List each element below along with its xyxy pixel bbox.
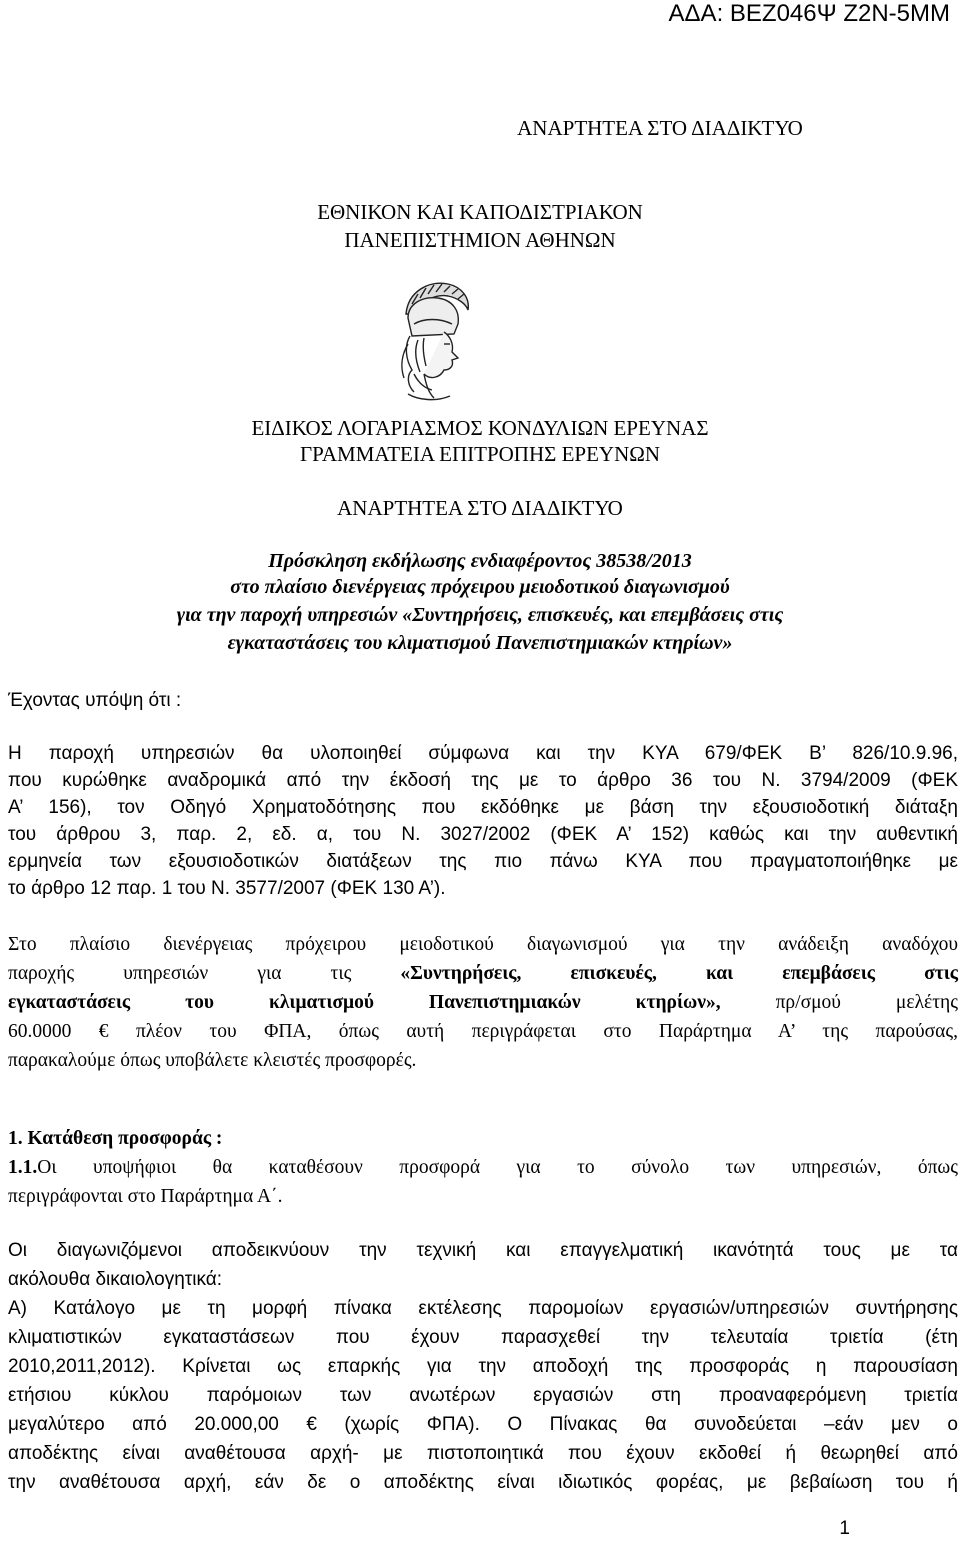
paragraph-line — [8, 988, 958, 1017]
paragraph-line: που κυρώθηκε αναδρομικά από την έκδοσή της με το άρθρο 36 του Ν. 3794/2009 (ΦΕΚ — [8, 770, 958, 791]
athena-head-emblem-icon — [378, 274, 482, 404]
paragraph-line: ετήσιου κύκλου παρόμοιων των ανωτέρων εργασιών στη προαναφερόμενη τριετία — [8, 1385, 958, 1406]
invitation-title-line: εγκαταστάσεις του κλιματισμού Πανεπιστημιακών κτηρίων» — [227, 632, 733, 654]
paragraph-line: ερμηνεία των εξουσιοδοτικών διατάξεων της πιο πάνω ΚΥΑ που πραγματοποιήθηκε με — [8, 851, 958, 872]
paragraph-line: μεγαλύτερο από 20.000,00 € (χωρίς ΦΠΑ). Ο Πίνακας θα συνοδεύεται –εάν μεν ο — [8, 1414, 958, 1435]
invitation-title-line: Πρόσκληση εκδήλωσης ενδιαφέροντος 38538/2013 — [268, 550, 692, 572]
service-title-bold: εγκαταστάσεις του κλιματισμού Πανεπιστημιακών κτηρίων», — [8, 992, 721, 1013]
section-heading: 1. Κατάθεση προσφοράς : — [8, 1128, 223, 1149]
paragraph-text: Οι υποψήφιοι θα καταθέσουν προσφορά για το σύνολο των υπηρεσιών, όπως — [37, 1157, 958, 1178]
paragraph-line: την αναθέτουσα αρχή, εάν δε ο αποδέκτης είναι ιδιωτικός φορέας, με βεβαίωση του ή — [8, 1472, 958, 1493]
paragraph-line: Α) Κατάλογο με τη μορφή πίνακα εκτέλεσης παρομοίων εργασιών/υπηρεσιών συντήρησης — [8, 1298, 958, 1319]
university-name-line2: ΠΑΝΕΠΙΣΤΗΜΙΟΝ ΑΘΗΝΩΝ — [344, 228, 616, 252]
paragraph-line: 2010,2011,2012). Κρίνεται ως επαρκής για την αποδοχή της προσφοράς η παρουσίαση — [8, 1356, 958, 1377]
post-online-notice-top: ΑΝΑΡΤΗΤΕΑ ΣΤΟ ΔΙΑΔΙΚΤΥΟ — [517, 116, 803, 140]
paragraph-line: Στο πλαίσιο διενέργειας πρόχειρου μειοδοτικού διαγωνισμού για την ανάδειξη αναδόχου — [8, 934, 958, 955]
paragraph-line — [8, 959, 958, 988]
paragraph-text: πρ/σμού μελέτης — [720, 992, 958, 1013]
paragraph-line: παρακαλούμε όπως υποβάλετε κλειστές προσφορές. — [8, 1050, 417, 1071]
research-account-name: ΕΙΔΙΚΟΣ ΛΟΓΑΡΙΑΣΜΟΣ ΚΟΝΔΥΛΙΩΝ ΕΡΕΥΝΑΣ — [251, 416, 709, 440]
paragraph-line: περιγράφονται στο Παράρτημα Α΄. — [8, 1186, 283, 1207]
paragraph-line: αποδέκτης είναι αναθέτουσα αρχή- με πιστοποιητικά που έχουν εκδοθεί ή θεωρηθεί από — [8, 1443, 958, 1464]
paragraph-line: 60.0000 € πλέον του ΦΠΑ, όπως αυτή περιγράφεται στο Παράρτημα Α’ της παρούσας, — [8, 1021, 958, 1042]
paragraph-line: το άρθρο 12 παρ. 1 του Ν. 3577/2007 (ΦΕΚ 130 Α’). — [8, 878, 446, 899]
paragraph-line: κλιματιστικών εγκαταστάσεων που έχουν παρασχεθεί την τελευταία τριετία (έτη — [8, 1327, 958, 1348]
post-online-notice: ΑΝΑΡΤΗΤΕΑ ΣΤΟ ΔΙΑΔΙΚΤΥΟ — [337, 496, 623, 520]
paragraph-line: Α’ 156), τον Οδηγό Χρηματοδότησης που εκδόθηκε με βάση την εξουσιοδοτική διάταξη — [8, 797, 958, 818]
given-that-heading: Έχοντας υπόψη ότι : — [8, 690, 182, 711]
invitation-title-line: για την παροχή υπηρεσιών «Συντηρήσεις, επισκευές, και επεμβάσεις στις — [176, 604, 784, 626]
section-number: 1.1. — [8, 1157, 38, 1178]
research-committee-secretariat: ΓΡΑΜΜΑΤΕΙΑ ΕΠΙΤΡΟΠΗΣ ΕΡΕΥΝΩΝ — [299, 442, 661, 466]
paragraph-text: παροχής υπηρεσιών για τις — [8, 963, 401, 984]
paragraph-line: Η παροχή υπηρεσιών θα υλοποιηθεί σύμφωνα και την ΚΥΑ 679/ΦΕΚ Β’ 826/10.9.96, — [8, 743, 958, 764]
page-number: 1 — [839, 1518, 850, 1539]
header-code: ΑΔΑ: ΒΕΖ046Ψ Ζ2Ν-5ΜΜ — [668, 0, 950, 27]
invitation-title-line: στο πλαίσιο διενέργειας πρόχειρου μειοδοτικού διαγωνισμού — [230, 576, 730, 598]
service-title-bold: «Συντηρήσεις, επισκευές, και επεμβάσεις στις — [400, 963, 959, 984]
paragraph-line: ακόλουθα δικαιολογητικά: — [8, 1269, 223, 1290]
paragraph-line: Οι διαγωνιζόμενοι αποδεικνύουν την τεχνική και επαγγελματική ικανότητά τους με τα — [8, 1240, 958, 1261]
paragraph-line: του άρθρου 3, παρ. 2, εδ. α, του Ν. 3027/2002 (ΦΕΚ Α’ 152) καθώς και την αυθεντική — [8, 824, 958, 845]
university-name-line1: ΕΘΝΙΚΟΝ ΚΑΙ ΚΑΠΟΔΙΣΤΡΙΑΚΟΝ — [317, 200, 643, 224]
paragraph-line — [8, 1153, 958, 1182]
